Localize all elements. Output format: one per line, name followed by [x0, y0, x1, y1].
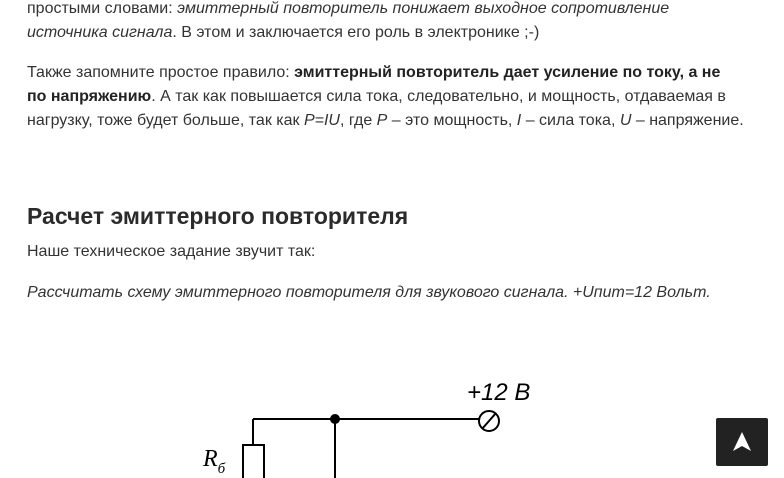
resistor-label-letter: R: [203, 446, 218, 472]
p2-var-p: P: [376, 112, 388, 129]
paragraph-rule: [27, 61, 747, 133]
p1-italic-2: источника сигнала: [27, 24, 173, 41]
supply-voltage-label: +12 В: [467, 379, 531, 406]
p2-var-i: I: [516, 112, 522, 129]
p1-text-1: простыми словами:: [27, 0, 178, 17]
p2-text-3: – это мощность,: [387, 112, 517, 129]
p1-italic-1: эмиттерный повторитель понижает выходное сопротивление: [177, 0, 670, 17]
p2-bold-1: эмиттерный повторитель дает усиление по току, а не: [294, 64, 721, 81]
paragraph-role: [27, 0, 747, 45]
section-heading: Расчет эмиттерного повторителя: [27, 203, 409, 229]
p2-var-u: U: [619, 112, 632, 129]
p1-text-2: . В этом и заключается его роль в электронике ;-): [172, 24, 540, 41]
p2-bold-2: по напряжению: [27, 88, 152, 105]
arrow-up-icon: [716, 418, 768, 466]
resistor-body: [243, 445, 264, 478]
p2-text-2: , где: [339, 112, 377, 129]
paragraph-task: [27, 281, 747, 305]
p2-text-4: – сила тока,: [521, 112, 620, 129]
circuit-schematic: [0, 370, 784, 478]
p2-text-1: . А так как повышается сила тока, следовательно, и мощность, отдаваемая в нагрузку, тоже будет больше, так как: [27, 88, 726, 129]
scroll-to-top-button[interactable]: [716, 418, 768, 466]
p2-intro: Также запомните простое правило:: [27, 64, 295, 81]
p2-formula: P=IU: [303, 112, 340, 129]
task-text: Рассчитать схему эмиттерного повторителя для звукового сигнала. +Uпит=12 Вольт.: [27, 284, 711, 301]
p2-text-5: – напряжение.: [631, 112, 744, 129]
paragraph-task-intro: Наше техническое задание звучит так:: [27, 243, 316, 260]
resistor-label: [202, 446, 226, 477]
resistor-label-subscript: б: [217, 461, 226, 477]
junction-dot: [330, 414, 340, 424]
